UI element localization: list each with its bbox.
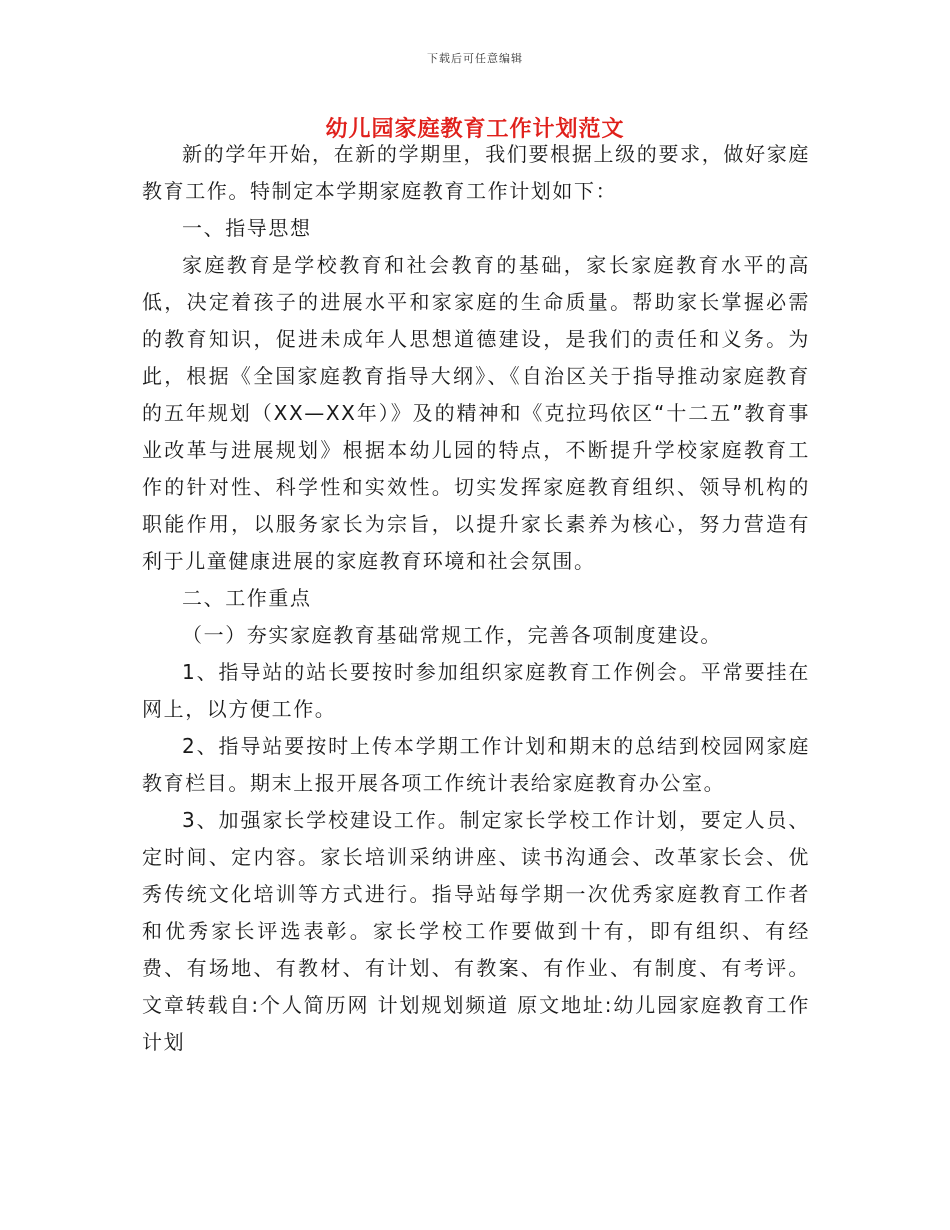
section-heading-work-focus: 二、工作重点 xyxy=(182,586,312,610)
list-item-2: 2、指导站要按时上传本学期工作计划和期末的总结到校园网家庭教育栏目。期末上报开展各项工作统计表给家庭教育办公室。 xyxy=(142,734,810,795)
list-item-1: 1、指导站的站长要按时参加组织家庭教育工作例会。平常要挂在网上，以方便工作。 xyxy=(142,660,810,721)
paragraph-intro: 新的学年开始，在新的学期里，我们要根据上级的要求，做好家庭教育工作。特制定本学期家庭教育工作计划如下： xyxy=(142,142,810,203)
paragraph-guiding-thought: 家庭教育是学校教育和社会教育的基础，家长家庭教育水平的高低，决定着孩子的进展水平和家家庭的生命质量。帮助家长掌握必需的教育知识，促进未成年人思想道德建设，是我们的责任和义务。为此，根据《全国家庭教育指导大纲》、《自治区关于指导推动家庭教育的五年规划（XX—XX年）》及的精神和《克拉玛依区“十二五”教育事业改革与进展规划》根据本幼儿园的特点，不断提升学校家庭教育工作的针对性、科学性和实效性。切实发挥家庭教育组织、领导机构的职能作用，以服务家长为宗旨，以提升家长素养为核心，努力营造有利于儿童健康进展的家庭教育环境和社会氛围。 xyxy=(142,253,810,573)
section-heading-guiding-thought: 一、指导思想 xyxy=(182,216,312,240)
header-note: 下载后可任意编辑 xyxy=(427,52,523,65)
list-item-3: 3、加强家长学校建设工作。制定家长学校工作计划，要定人员、定时间、定内容。家长培训采纳讲座、读书沟通会、改革家长会、优秀传统文化培训等方式进行。指导站每学期一次优秀家庭教育工作者和优秀家长评选表彰。家长学校工作要做到十有，即有组织、有经费、有场地、有教材、有计划、有教案、有作业、有制度、有考评。文章转载自:个人简历网 计划规划频道 原文地址:幼儿园家庭教育工作计划 xyxy=(142,808,810,1054)
document-body xyxy=(142,136,810,1061)
document-title: 幼儿园家庭教育工作计划范文 xyxy=(325,117,625,142)
subsection-heading-1: （一）夯实家庭教育基础常规工作，完善各项制度建设。 xyxy=(182,623,722,647)
